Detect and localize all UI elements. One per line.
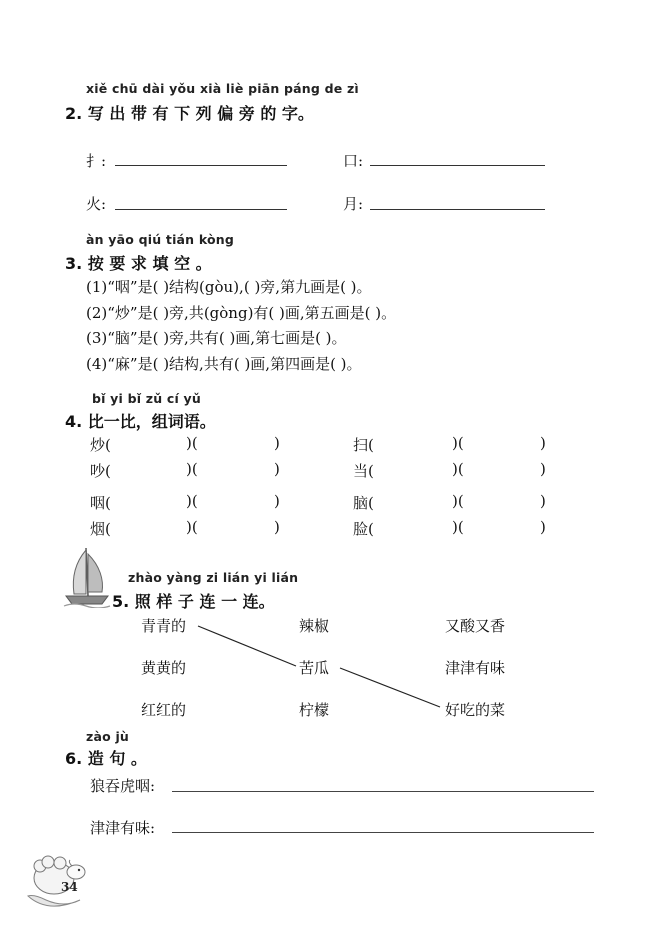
fill-blank-row[interactable]: (4)“麻”是( )结构,共有( )画,第四画是( )。: [86, 355, 362, 373]
lamb-on-moon-icon: [18, 850, 98, 912]
compare-char: 咽(: [90, 494, 111, 512]
answer-paren[interactable]: )(: [452, 492, 464, 510]
answer-paren[interactable]: )(: [186, 492, 198, 510]
match-word[interactable]: 好吃的菜: [445, 701, 506, 719]
compare-char: 脸(: [353, 520, 374, 538]
radical-label: 火:: [86, 195, 107, 213]
match-word[interactable]: 又酸又香: [445, 617, 506, 635]
answer-paren[interactable]: )(: [452, 460, 464, 478]
answer-paren[interactable]: )(: [186, 434, 198, 452]
match-word[interactable]: 黄黄的: [141, 659, 187, 677]
compare-char: 脑(: [353, 494, 374, 512]
q4-title: 4. 比一比，组词语。: [65, 412, 216, 431]
answer-paren[interactable]: ): [540, 434, 546, 452]
match-word[interactable]: 津津有味: [445, 659, 506, 677]
answer-paren[interactable]: )(: [452, 518, 464, 536]
match-word[interactable]: 辣椒: [299, 617, 330, 635]
q4-pinyin: bǐ yi bǐ zǔ cí yǔ: [92, 391, 201, 406]
answer-paren[interactable]: ): [274, 518, 280, 536]
fill-blank-row[interactable]: (3)“脑”是( )旁,共有( )画,第七画是( )。: [86, 329, 347, 347]
sentence-prompt: 津津有味:: [90, 819, 156, 837]
page-number: 34: [61, 880, 78, 894]
answer-paren[interactable]: ): [274, 460, 280, 478]
q2-pinyin: xiě chū dài yǒu xià liè piān páng de zì: [86, 81, 359, 96]
answer-paren[interactable]: ): [540, 460, 546, 478]
radical-label: 口:: [343, 152, 364, 170]
answer-paren[interactable]: ): [274, 434, 280, 452]
q6-pinyin: zào jù: [86, 729, 130, 744]
compare-char: 烟(: [90, 520, 111, 538]
compare-char: 扫(: [353, 436, 374, 454]
answer-paren[interactable]: ): [540, 492, 546, 510]
match-word[interactable]: 苦瓜: [299, 659, 330, 677]
fill-blank-row[interactable]: (2)“炒”是( )旁,共(gòng)有( )画,第五画是( )。: [86, 304, 397, 322]
q3-pinyin: àn yāo qiú tián kòng: [86, 232, 235, 247]
match-word[interactable]: 红红的: [141, 701, 187, 719]
sentence-answer-line[interactable]: [172, 832, 594, 833]
answer-paren[interactable]: )(: [186, 460, 198, 478]
q3-title: 3. 按 要 求 填 空 。: [65, 254, 212, 273]
connector-line: [340, 668, 440, 707]
compare-char: 吵(: [90, 462, 111, 480]
answer-paren[interactable]: )(: [186, 518, 198, 536]
compare-char: 当(: [353, 462, 374, 480]
answer-paren[interactable]: ): [540, 518, 546, 536]
fill-blank-row[interactable]: (1)“咽”是( )结构(gòu),( )旁,第九画是( )。: [86, 278, 372, 296]
sentence-prompt: 狼吞虎咽:: [90, 777, 156, 795]
match-word[interactable]: 柠檬: [299, 701, 330, 719]
q5-pinyin: zhào yàng zi lián yi lián: [128, 570, 299, 585]
sentence-answer-line[interactable]: [172, 791, 594, 792]
connector-line: [198, 626, 296, 666]
q5-title: 5. 照 样 子 连 一 连。: [112, 592, 275, 611]
match-word[interactable]: 青青的: [141, 617, 187, 635]
answer-paren[interactable]: )(: [452, 434, 464, 452]
q6-title: 6. 造 句 。: [65, 749, 147, 768]
q2-title: 2. 写 出 带 有 下 列 偏 旁 的 字。: [65, 104, 314, 123]
answer-paren[interactable]: ): [274, 492, 280, 510]
radical-label: 月:: [343, 195, 364, 213]
radical-label: 扌:: [86, 152, 107, 170]
compare-char: 炒(: [90, 436, 111, 454]
